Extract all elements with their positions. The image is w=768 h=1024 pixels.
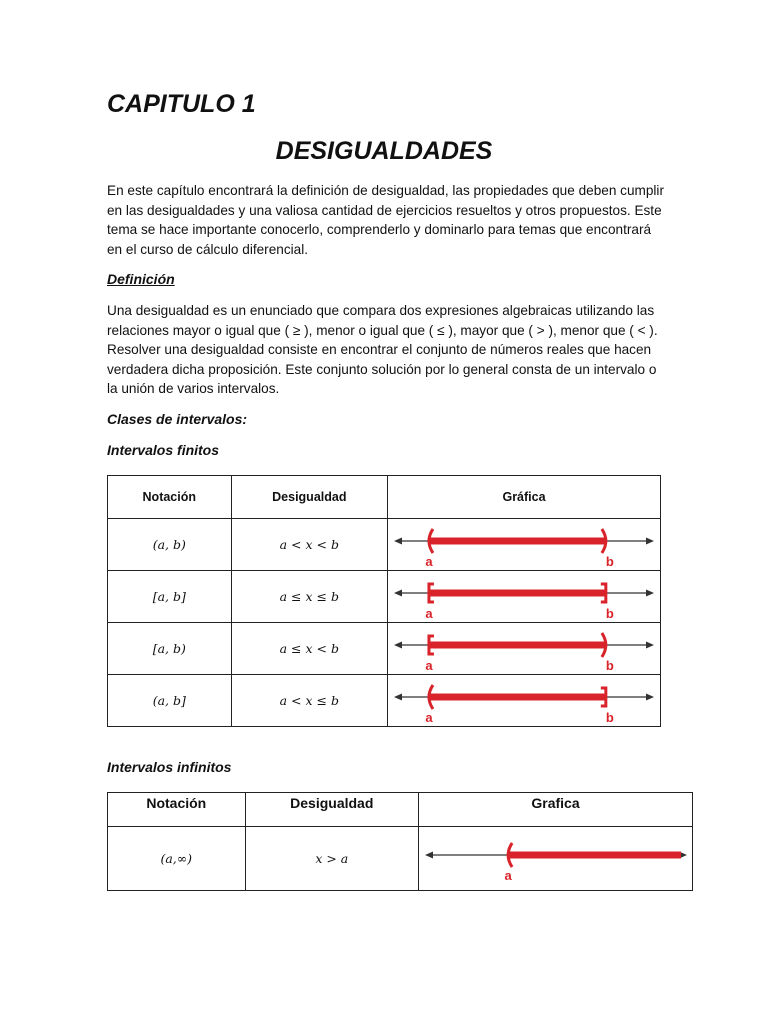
number-line-graph <box>392 573 656 621</box>
page-title: DESIGUALDADES <box>275 137 493 165</box>
graph-cell <box>388 675 661 727</box>
chapter-heading: CAPITULO 1 <box>107 90 256 118</box>
inequality-cell: a ≤ x < b <box>231 623 387 675</box>
table-header-row <box>108 476 661 519</box>
column-header-inequality: Desigualdad <box>231 476 387 519</box>
inequality-cell: a < x ≤ b <box>231 675 387 727</box>
number-line-graph <box>423 835 689 883</box>
right-endpoint-label: b <box>605 657 614 673</box>
notation-cell: [a, b] <box>108 571 232 623</box>
number-line-graph <box>392 521 656 569</box>
interval-classes-heading: Clases de intervalos: <box>107 411 248 427</box>
notation-cell: [a, b) <box>108 623 232 675</box>
table-row <box>108 827 693 891</box>
column-header-notation: Notación <box>108 793 246 827</box>
table-row <box>108 623 661 675</box>
interval-segment <box>429 693 606 700</box>
left-endpoint-label: a <box>425 605 433 621</box>
finite-intervals-table <box>107 475 661 727</box>
interval-segment <box>508 851 681 858</box>
number-line-graph <box>392 677 656 725</box>
arrow-left-icon <box>394 693 402 700</box>
table-row <box>108 519 661 571</box>
infinite-intervals-table <box>107 792 693 891</box>
definition-paragraph: Una desigualdad es un enunciado que compara dos expresiones algebraicas utilizando las relaciones mayor o igual que ( ≥ ), menor o igual que ( ≤ ), mayor que ( > ), menor que ( < ). Resolver una desigualdad consiste en encontrar el conjunto de números reales que hacen verdadera dicha proposición. Este conjunto solución por lo general consta de un intervalo o la unión de varios intervalos. <box>107 303 658 396</box>
intro-paragraph: En este capítulo encontrará la definición de desigualdad, las propiedades que deben cumplir en las desigualdades y una valiosa cantidad de ejercicios resueltos y otros propuestos. Este tema se hace importante conocerlo, comprenderlo y dominarlo para temas que encontrará en el curso de cálculo diferencial. <box>107 183 664 257</box>
arrow-left-icon <box>394 537 402 544</box>
left-endpoint-label: a <box>425 709 433 725</box>
interval-segment <box>429 641 606 648</box>
finite-intervals-heading: Intervalos finitos <box>107 442 220 458</box>
table-header-row <box>108 793 693 827</box>
right-endpoint-label: b <box>605 553 614 569</box>
infinite-intervals-heading: Intervalos infinitos <box>107 759 232 775</box>
arrow-right-icon <box>646 589 654 596</box>
interval-segment <box>429 537 606 544</box>
left-endpoint-label: a <box>425 553 433 569</box>
graph-cell <box>388 519 661 571</box>
table-row <box>108 675 661 727</box>
notation-cell: (a, b] <box>108 675 232 727</box>
left-endpoint-label: a <box>504 867 512 883</box>
column-header-notation: Notación <box>108 476 232 519</box>
table-row <box>108 571 661 623</box>
column-header-graph: Gráfica <box>388 476 661 519</box>
arrow-right-icon <box>646 693 654 700</box>
left-endpoint-label: a <box>425 657 433 673</box>
column-header-graph: Grafica <box>419 793 693 827</box>
graph-cell <box>388 623 661 675</box>
right-endpoint-label: b <box>605 605 614 621</box>
arrow-right-icon <box>646 537 654 544</box>
right-endpoint-label: b <box>605 709 614 725</box>
column-header-inequality: Desigualdad <box>245 793 418 827</box>
inequality-cell: x > a <box>245 827 418 891</box>
notation-cell: (a,∞) <box>108 827 246 891</box>
arrow-right-icon <box>646 641 654 648</box>
arrow-left-icon <box>394 589 402 596</box>
number-line-graph <box>392 625 656 673</box>
definition-heading: Definición <box>107 271 175 287</box>
graph-cell <box>419 827 693 891</box>
notation-cell: (a, b) <box>108 519 232 571</box>
interval-segment <box>429 589 606 596</box>
arrow-left-icon <box>394 641 402 648</box>
arrow-left-icon <box>425 851 433 858</box>
inequality-cell: a ≤ x ≤ b <box>231 571 387 623</box>
graph-cell <box>388 571 661 623</box>
inequality-cell: a < x < b <box>231 519 387 571</box>
